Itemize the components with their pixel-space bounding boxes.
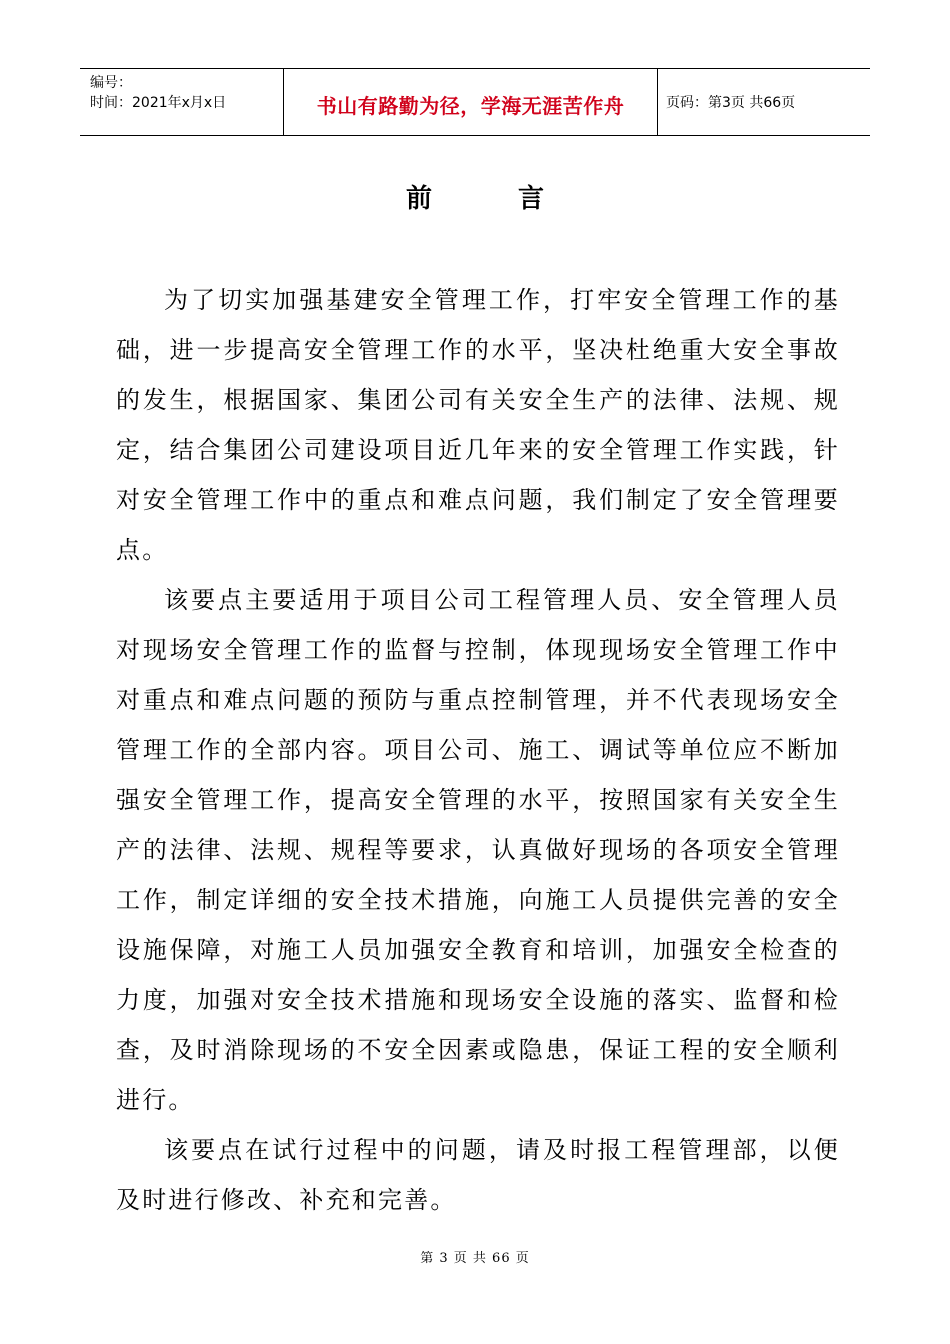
page-header [80, 68, 870, 136]
header-page-code: 页码：第3页 共66页 [666, 95, 796, 111]
page-title: 前言 [405, 184, 630, 214]
document-body [116, 275, 840, 1225]
paragraph: 为了切实加强基建安全管理工作，打牢安全管理工作的基础，进一步提高安全管理工作的水平，坚决杜绝重大安全事故的发生，根据国家、集团公司有关安全生产的法律、法规、规定，结合集团公司建设项目近几年来的安全管理工作实践，针对安全管理工作中的重点和难点问题，我们制定了安全管理要点。 [116, 286, 840, 564]
document-time-label: 时间：2021年x月x日 [90, 95, 227, 111]
paragraph: 该要点在试行过程中的问题，请及时报工程管理部，以便及时进行修改、补充和完善。 [116, 1136, 840, 1214]
document-number-label: 编号： [90, 75, 132, 91]
paragraph: 该要点主要适用于项目公司工程管理人员、安全管理人员对现场安全管理工作的监督与控制，体现现场安全管理工作中对重点和难点问题的预防与重点控制管理，并不代表现场安全管理工作的全部内容。项目公司、施工、调试等单位应不断加强安全管理工作，提高安全管理的水平，按照国家有关安全生产的法律、法规、规程等要求，认真做好现场的各项安全管理工作，制定详细的安全技术措施，向施工人员提供完善的安全设施保障，对施工人员加强安全教育和培训，加强安全检查的力度，加强对安全技术措施和现场安全设施的落实、监督和检查，及时消除现场的不安全因素或隐患，保证工程的安全顺利进行。 [116, 586, 840, 1114]
page-footer: 第 3 页 共 66 页 [420, 1251, 530, 1266]
header-meta [80, 69, 284, 135]
header-slogan: 书山有路勤为径，学海无涯苦作舟 [284, 69, 658, 135]
